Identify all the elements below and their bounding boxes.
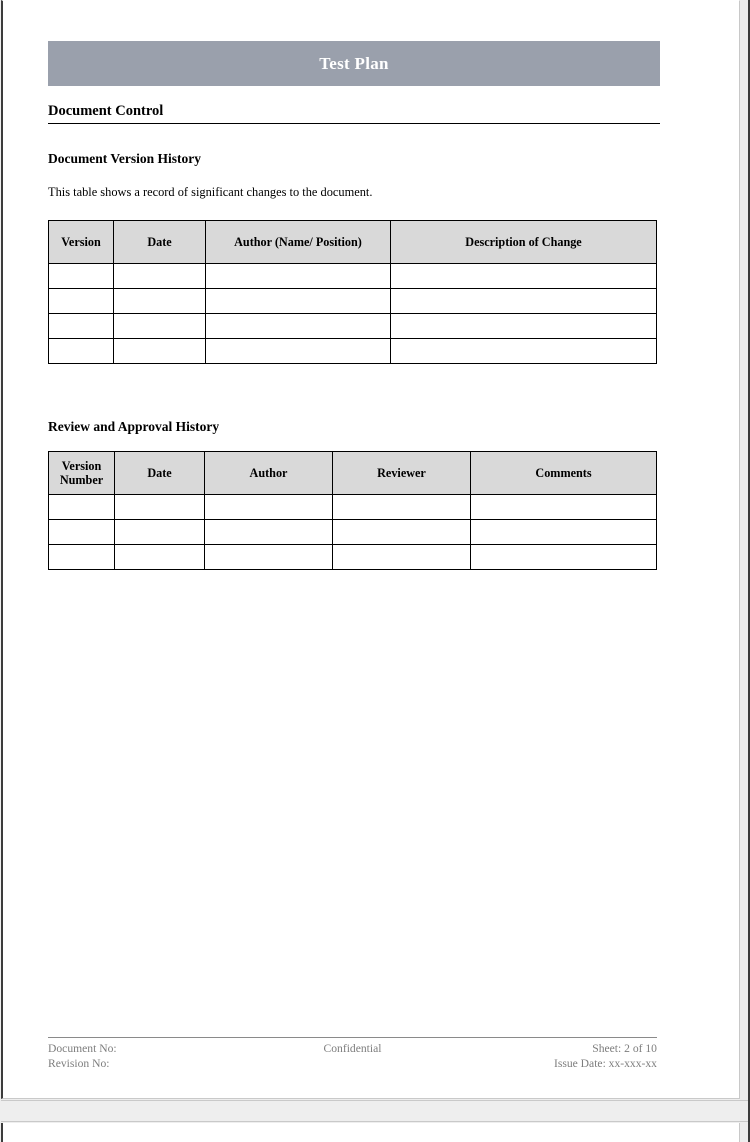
- version-history-intro-text: This table shows a record of significant changes to the document.: [48, 185, 373, 199]
- table-header-row: [49, 221, 657, 264]
- footer-confidential: Confidential: [323, 1042, 382, 1055]
- table-row[interactable]: [49, 520, 657, 545]
- cell-author[interactable]: [206, 314, 391, 339]
- cell-reviewer[interactable]: [333, 545, 471, 570]
- cell-version[interactable]: [49, 264, 114, 289]
- column-header-date: Date: [114, 221, 206, 264]
- page-title: Test Plan: [319, 53, 389, 73]
- page-footer: [48, 1037, 657, 1072]
- column-header-version: Version: [49, 221, 114, 264]
- table-row[interactable]: [49, 264, 657, 289]
- cell-description[interactable]: [391, 314, 657, 339]
- cell-comments[interactable]: [471, 545, 657, 570]
- document-title-banner: [48, 41, 660, 86]
- cell-version-number[interactable]: [49, 520, 115, 545]
- footer-issue-date: Issue Date: xx-xxx-xx: [553, 1056, 657, 1070]
- table-row[interactable]: [49, 339, 657, 364]
- page-content: [48, 1, 660, 570]
- table-header-row: [49, 452, 657, 495]
- table-row[interactable]: [49, 314, 657, 339]
- footer-document-no: Document No:: [48, 1042, 117, 1055]
- cell-date[interactable]: [114, 314, 206, 339]
- cell-date[interactable]: [114, 264, 206, 289]
- table-row[interactable]: [49, 495, 657, 520]
- cell-author[interactable]: [206, 339, 391, 364]
- subheading-document-version-history: Document Version History: [48, 151, 201, 166]
- next-page-top-edge: [1, 1123, 740, 1142]
- page-separator-band: [1, 1100, 748, 1122]
- cell-date[interactable]: [114, 339, 206, 364]
- cell-description[interactable]: [391, 339, 657, 364]
- footer-row-bottom: [48, 1057, 657, 1072]
- cell-version[interactable]: [49, 314, 114, 339]
- cell-date[interactable]: [115, 545, 205, 570]
- subheading-review-and-approval-history: Review and Approval History: [48, 419, 220, 434]
- cell-author[interactable]: [205, 495, 333, 520]
- cell-version-number[interactable]: [49, 545, 115, 570]
- column-header-comments: Comments: [471, 452, 657, 495]
- column-header-reviewer: Reviewer: [333, 452, 471, 495]
- column-header-version-number: Version Number: [49, 452, 115, 495]
- cell-date[interactable]: [115, 520, 205, 545]
- cell-author[interactable]: [206, 264, 391, 289]
- footer-revision-no: Revision No:: [48, 1056, 110, 1070]
- cell-author[interactable]: [205, 520, 333, 545]
- cell-author[interactable]: [205, 545, 333, 570]
- column-header-description-of-change: Description of Change: [391, 221, 657, 264]
- footer-row-top: [48, 1042, 657, 1057]
- table-row[interactable]: [49, 289, 657, 314]
- cell-date[interactable]: [114, 289, 206, 314]
- footer-sheet-number: Sheet: 2 of 10: [592, 1042, 657, 1055]
- cell-description[interactable]: [391, 289, 657, 314]
- cell-date[interactable]: [115, 495, 205, 520]
- approval-history-table: [48, 451, 657, 570]
- document-page: [1, 0, 740, 1099]
- cell-version[interactable]: [49, 289, 114, 314]
- cell-comments[interactable]: [471, 520, 657, 545]
- column-header-author: Author (Name/ Position): [206, 221, 391, 264]
- column-header-author: Author: [205, 452, 333, 495]
- cell-version[interactable]: [49, 339, 114, 364]
- cell-reviewer[interactable]: [333, 495, 471, 520]
- cell-author[interactable]: [206, 289, 391, 314]
- table-row[interactable]: [49, 545, 657, 570]
- section-spacer: [48, 364, 660, 392]
- cell-version-number[interactable]: [49, 495, 115, 520]
- section-heading-document-control: Document Control: [48, 103, 660, 124]
- column-header-date: Date: [115, 452, 205, 495]
- cell-comments[interactable]: [471, 495, 657, 520]
- version-history-table: [48, 220, 657, 364]
- cell-description[interactable]: [391, 264, 657, 289]
- footer-mid-spacer: [249, 1057, 456, 1072]
- cell-reviewer[interactable]: [333, 520, 471, 545]
